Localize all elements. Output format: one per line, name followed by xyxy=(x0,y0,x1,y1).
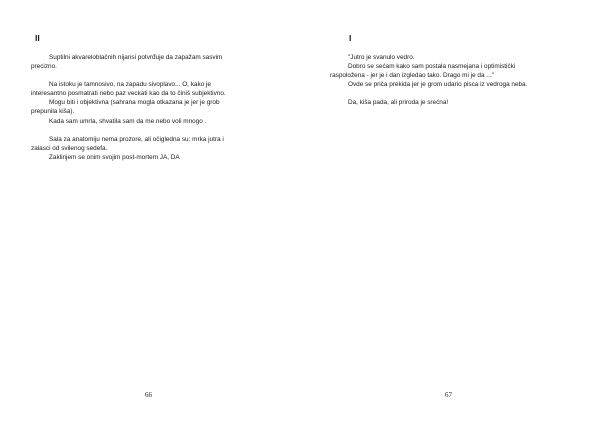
text-line: Mogu biti i objektivna (sahrana mogla otkazana je jer je grob xyxy=(49,99,220,107)
text-line: raspoložena - jer je i dan izgledao tako. Drago mi je da ..." xyxy=(330,72,494,80)
text-line: Suptilni akvareloblačnih nijansi potvrđuje da zapažam sasvim xyxy=(49,54,223,61)
text-line: interesantno posmatrati nebo paz veckati kao da to činiš subjektivno. xyxy=(31,90,226,98)
text-line: Da, kiša pada, ali priroda je srećna! xyxy=(348,99,449,107)
paragraph-gap xyxy=(31,126,271,135)
text-line: precizno. xyxy=(31,63,57,71)
text-line: Ovde se priča prekida jer je grom udario pisca iz vedroga neba. xyxy=(348,81,528,89)
text-line: prepunila kiša). xyxy=(31,108,75,116)
text-line: Zaklinjem se onim svojim post-mortem JA, DA xyxy=(49,153,180,161)
text-line: zalasci od svilenog sedefa. xyxy=(31,144,108,152)
paragraph-gap xyxy=(330,89,575,98)
page-text xyxy=(31,53,271,162)
chapter-heading: I xyxy=(349,33,352,43)
text-line: Kada sam umrla, shvatila sam da me nebo voli mnogo . xyxy=(49,117,207,125)
chapter-heading: II xyxy=(35,33,40,43)
text-line: Sala za anatomiju nema prozore, ali očigledna su: mrka jutra i xyxy=(49,135,224,143)
page-text xyxy=(330,53,575,107)
text-line: Na istoku je tamnosivo, na zapadu sivoplavo... O, kako je xyxy=(49,81,211,89)
page-number: 67 xyxy=(445,391,452,399)
right-page xyxy=(300,0,600,428)
page-number: 66 xyxy=(145,391,152,399)
text-line: "Jutro je svanulo vedro. xyxy=(348,54,415,61)
paragraph-gap xyxy=(31,71,271,80)
text-line: Dobro se sećam kako sam postala nasmejana i optimistički xyxy=(348,63,516,71)
